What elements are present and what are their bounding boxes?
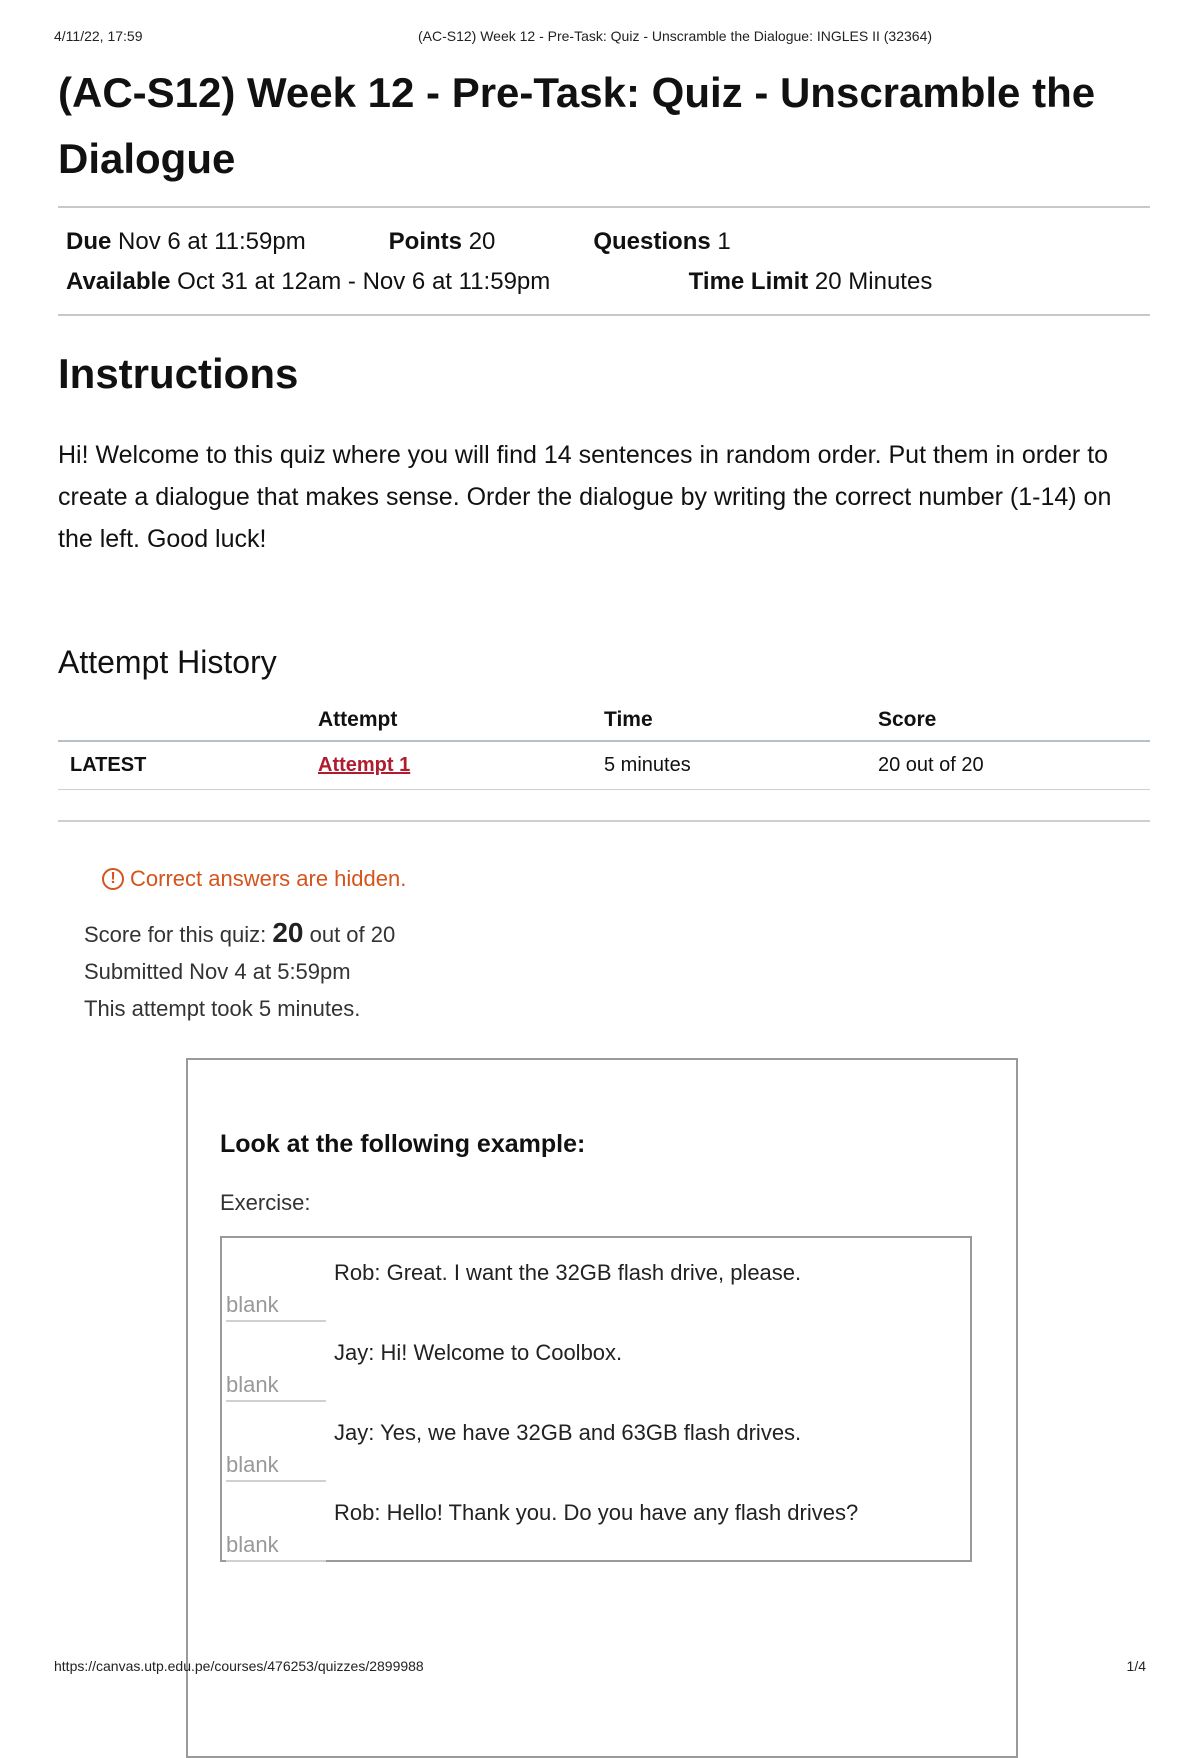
score-prefix: Score for this quiz: [84, 922, 267, 947]
available-label: Available [66, 268, 171, 295]
dialogue-sentence: Jay: Hi! Welcome to Coolbox. [334, 1340, 623, 1365]
list-item [222, 1490, 970, 1570]
answer-blank: blank [226, 1452, 326, 1482]
list-item [222, 1250, 970, 1330]
time-limit-value: 20 Minutes [814, 268, 933, 295]
meta-row-1 [66, 222, 1142, 262]
hidden-answers-notice [102, 866, 1150, 892]
points-item [389, 222, 587, 262]
quiz-page [58, 60, 1150, 1027]
print-url: https://canvas.utp.edu.pe/courses/476253/quizzes/2899988 [54, 1658, 424, 1674]
instructions-body: Hi! Welcome to this quiz where you will find 14 sentences in random order. Put them in order to create a dialogue that makes sense. Order the dialogue by writing the correct number (1-14) on the left. Good luck! [58, 441, 1112, 553]
answer-blank: blank [226, 1532, 326, 1562]
dialogue-sentence: Rob: Hello! Thank you. Do you have any flash drives? [334, 1500, 859, 1525]
quiz-meta [58, 206, 1150, 316]
question-box [186, 1058, 1018, 1758]
history-col-time: Time [604, 700, 878, 741]
alert-circle-icon: ! [102, 868, 124, 890]
exercise-table [220, 1236, 972, 1562]
print-page-number: 1/4 [1126, 1658, 1146, 1674]
dialogue-sentence: Jay: Yes, we have 32GB and 63GB flash drives. [334, 1420, 802, 1445]
due-label: Due [66, 228, 112, 255]
section-divider [58, 820, 1150, 822]
notice-text: Correct answers are hidden. [130, 866, 407, 891]
history-col-tag [58, 700, 318, 741]
points-value: 20 [468, 228, 496, 255]
dialogue-sentence: Rob: Great. I want the 32GB flash drive, please. [334, 1260, 802, 1285]
attempt-cell [318, 741, 604, 790]
due-value: Nov 6 at 11:59pm [118, 228, 306, 255]
attempt-history-heading: Attempt History [58, 644, 277, 680]
score-cell: 20 out of 20 [878, 741, 1150, 790]
score-suffix: out of 20 [309, 922, 396, 947]
score-line [84, 914, 1150, 953]
questions-value: 1 [717, 228, 731, 255]
print-header [54, 28, 1146, 48]
exercise-label: Exercise: [220, 1190, 311, 1215]
answer-blank: blank [226, 1292, 326, 1322]
print-title: (AC-S12) Week 12 - Pre-Task: Quiz - Unscramble the Dialogue: INGLES II (32364) [417, 28, 933, 44]
available-item [66, 262, 682, 302]
meta-row-2 [66, 262, 1142, 302]
question-title: Look at the following example: [220, 1130, 586, 1158]
page-title: (AC-S12) Week 12 - Pre-Task: Quiz - Unscramble the Dialogue [58, 69, 1096, 182]
available-value: Oct 31 at 12am - Nov 6 at 11:59pm [177, 268, 551, 295]
latest-tag: LATEST [58, 741, 318, 790]
attempt-history-table [58, 700, 1150, 790]
answer-blank: blank [226, 1372, 326, 1402]
time-limit-label: Time Limit [688, 268, 809, 295]
print-date: 4/11/22, 17:59 [54, 28, 143, 44]
list-item [222, 1410, 970, 1490]
history-col-score: Score [878, 700, 1150, 741]
time-cell: 5 minutes [604, 741, 878, 790]
instructions-heading: Instructions [58, 350, 299, 397]
attempt-1-link[interactable]: Attempt 1 [318, 754, 411, 776]
submitted-line: Submitted Nov 4 at 5:59pm [84, 959, 351, 984]
table-row [58, 741, 1150, 790]
time-limit-item [689, 262, 933, 302]
score-value: 20 [272, 917, 304, 948]
questions-item [593, 222, 730, 262]
attempt-summary [84, 914, 1150, 1027]
history-col-attempt: Attempt [318, 700, 604, 741]
points-label: Points [388, 228, 463, 255]
list-item [222, 1330, 970, 1410]
due-item [66, 222, 382, 262]
questions-label: Questions [593, 228, 711, 255]
duration-line: This attempt took 5 minutes. [84, 996, 361, 1021]
history-header-row [58, 700, 1150, 741]
